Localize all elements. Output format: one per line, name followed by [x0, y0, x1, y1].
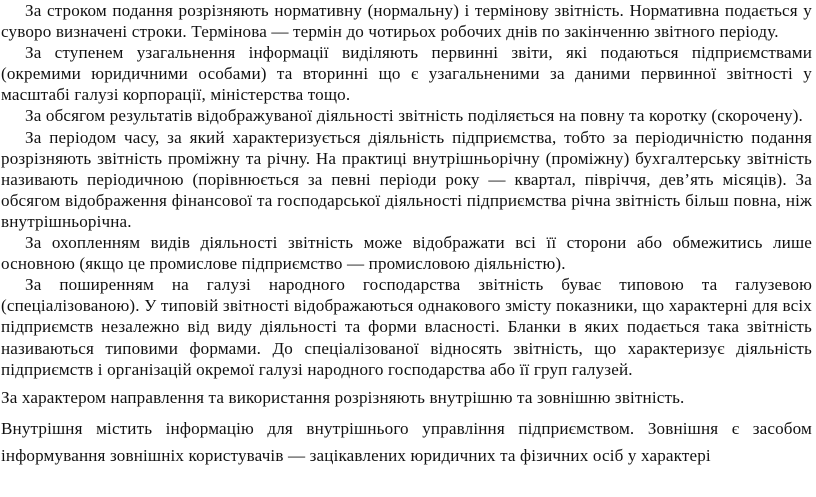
paragraph-generalization-degree: За ступенем узагальнення інформації виділяють первинні звіти, які подаються підприємствами (окремими юридичними особами) та вторинні що є узагальненими за даними первинної звітності у масштабі галузі корпорації, міністерства тощо.: [1, 43, 812, 105]
paragraph-direction-usage: За характером направлення та використання розрізняють внутрішню та зовнішню звітність.: [1, 387, 685, 407]
paragraph-results-scope: За обсягом результатів відображуваної діяльності звітність поділяється на повну та коротку (скорочену).: [25, 106, 803, 126]
paragraph-internal-external: Внутрішня містить інформацію для внутрішнього управління підприємством. Зовнішня є засобом інформування зовнішніх користувачів — зацікавлених юридичних та фізичних осіб у характері: [1, 418, 812, 465]
paragraph-industry-distribution: За поширенням на галузі народного господарства звітність буває типовою та галузевою (спеціалізованою). У типовій звітності відображаються однакового змісту показники, що характерні для всіх підприємств незалежно від виду діяльності та форми власності. Бланки в яких подається така звітність називаються типовими формами. До спеціалізованої відносять звітність, що характеризує діяльність підприємств і організацій окремої галузі народного господарства або її груп галузей.: [1, 275, 812, 379]
paragraph-time-period: За періодом часу, за який характеризується діяльність підприємства, тобто за періодичністю подання розрізняють звітність проміжну та річну. На практиці внутрішньорічну (проміжну) бухгалтерську звітність називають періодичною (порівнюється за певні періоди року — квартал, півріччя, дев’ять місяців). За обсягом відображення фінансової та господарської діяльності підприємства річна звітність більш повна, ніж внутрішньорічна.: [1, 127, 812, 231]
paragraph-reporting-deadline: За строком подання розрізняють нормативну (нормальну) і термінову звітність. Нормативна подається у суворо визначені строки. Термінова — термін до чотирьох робочих днів по закінченню звітного періоду.: [1, 1, 812, 42]
paragraph-activity-coverage: За охопленням видів діяльності звітність може відображати всі її сторони або обмежитись лише основною (якщо це промислове підприємство — промисловою діяльністю).: [1, 233, 812, 274]
